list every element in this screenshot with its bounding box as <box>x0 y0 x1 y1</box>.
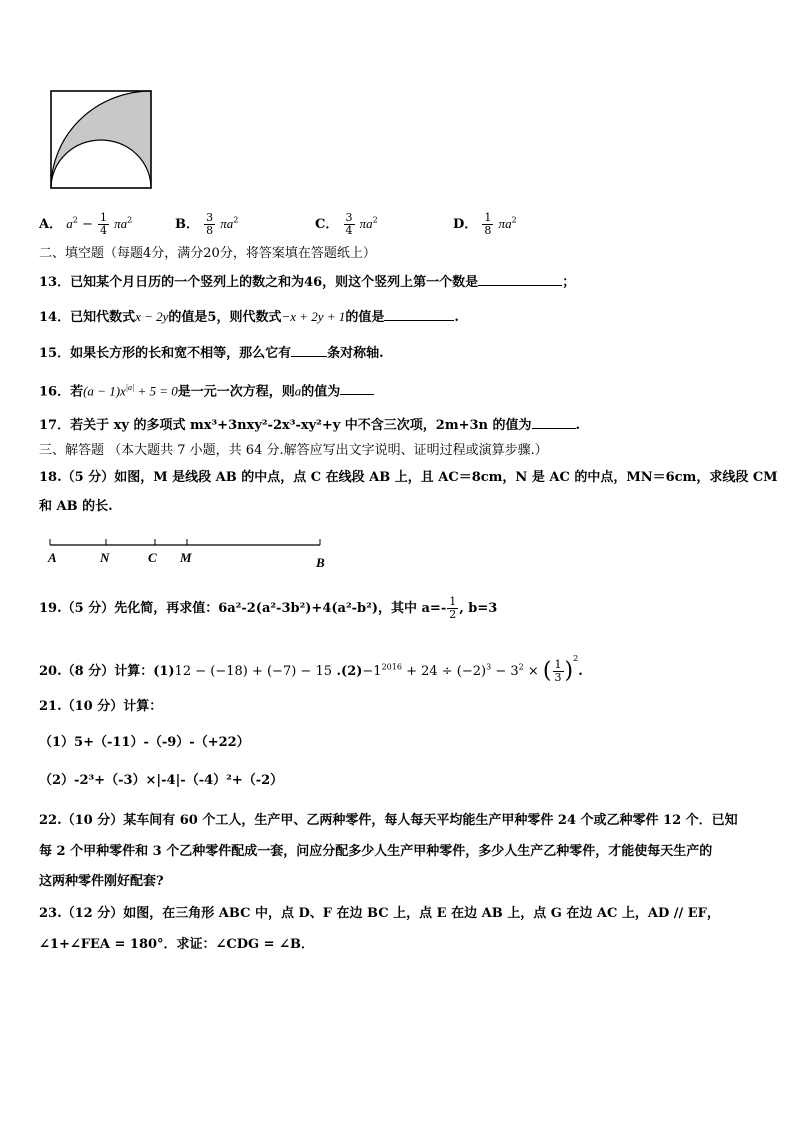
question-16: 16．若$(a - 1)x^{|a|} + 5 = 0$是一元一次方程，则a的值为 <box>39 380 374 400</box>
question-15: 15．如果长方形的长和宽不相等，那么它有 条对称轴. <box>39 346 384 361</box>
option-d: D． $\frac{1}{8}$ $\pi a^2$ <box>453 211 517 237</box>
question-22-line-3: 这两种零件刚好配套? <box>39 874 164 889</box>
question-22-line-1: 22.（10 分）某车间有 60 个工人，生产甲、乙两种零件，每人每天平均能生产甲种零件 24 个或乙种零件 12 个．已知 <box>39 813 738 828</box>
fraction: $\frac{1}{2}$ <box>449 595 457 621</box>
option-b: B． $\frac{3}{8}$ $\pi a^2$ <box>175 211 239 237</box>
answer-blank <box>291 344 327 357</box>
segment-label-a: A <box>48 550 57 565</box>
question-18-line-1: 18.（5 分）如图，M 是线段 AB 的中点，点 C 在线段 AB 上，且 AC＝8cm，N 是 AC 的中点，MN＝6cm，求线段 CM <box>39 470 778 485</box>
segment-label-m: M <box>180 550 192 565</box>
answer-blank <box>532 416 576 429</box>
answer-blank <box>384 308 454 321</box>
question-23-line-2: ∠1+∠FEA = 180°．求证：∠CDG = ∠B． <box>39 937 314 952</box>
segment-label-b: B <box>316 555 325 570</box>
question-20: 20.（8 分）计算：(1)12 − (−18) + (−7) − 15 $.(2)-1^{2016} + 24 \div (-2)^3 - 3^2$ × ( $\frac{1}{3}$ )$^2$. <box>39 654 583 684</box>
question-22-line-2: 每 2 个甲种零件和 3 个乙种零件配成一套，问应分配多少人生产甲种零件，多少人生产乙种零件，才能使每天生产的 <box>39 844 713 859</box>
answer-blank <box>340 382 374 395</box>
answer-blank <box>478 273 562 286</box>
fraction: $\frac{1}{3}$ <box>554 658 562 684</box>
question-21-part-1: （1）5+（-11）-（-9）-（+22） <box>39 735 250 750</box>
question-23-line-1: 23.（12 分）如图，在三角形 ABC 中，点 D、F 在边 BC 上，点 E 在边 AB 上，点 G 在边 AC 上，AD // EF， <box>39 906 720 921</box>
question-18-line-2: 和 AB 的长. <box>39 499 113 514</box>
fraction: $\frac{3}{8}$ <box>206 211 214 237</box>
question-14: 14．已知代数式x − 2y的值是5，则代数式−x + 2y + 1的值是 . <box>39 309 459 325</box>
segment-label-n: N <box>100 550 110 565</box>
question-21-part-2: （2）-2³+（-3）×|-4|-（-4）²+（-2） <box>39 773 284 788</box>
fraction: $\frac{1}{4}$ <box>100 211 108 237</box>
fraction: $\frac{1}{8}$ <box>484 211 492 237</box>
segment-label-c: C <box>148 550 157 565</box>
question-13: 13．已知某个月日历的一个竖列上的数之和为46，则这个竖列上第一个数是 ； <box>39 275 576 290</box>
question-21-title: 21.（10 分）计算： <box>39 699 163 714</box>
section-heading-solve: 三、解答题 （本大题共 7 小题，共 64 分.解答应写出文字说明、证明过程或演算步骤.） <box>39 443 548 458</box>
question-19: 19.（5 分）先化简，再求值：6a²-2(a²-3b²)+4(a²-b²)，其中 a=- $\frac{1}{2}$ , b=3 <box>39 595 498 621</box>
option-c: C． $\frac{3}{4}$ $\pi a^2$ <box>315 211 378 237</box>
square-arc-figure <box>48 88 154 190</box>
question-17: 17．若关于 xy 的多项式 mx³+3nxy²-2x³-xy²+y 中不含三次项，2m+3n 的值为 . <box>39 418 581 433</box>
section-heading-fill-in: 二、填空题（每题4分，满分20分，将答案填在答题纸上） <box>39 246 376 261</box>
fraction: $\frac{3}{4}$ <box>345 211 353 237</box>
option-a: A． $a^2$ − $\frac{1}{4}$ $\pi a^2$ <box>39 211 133 237</box>
